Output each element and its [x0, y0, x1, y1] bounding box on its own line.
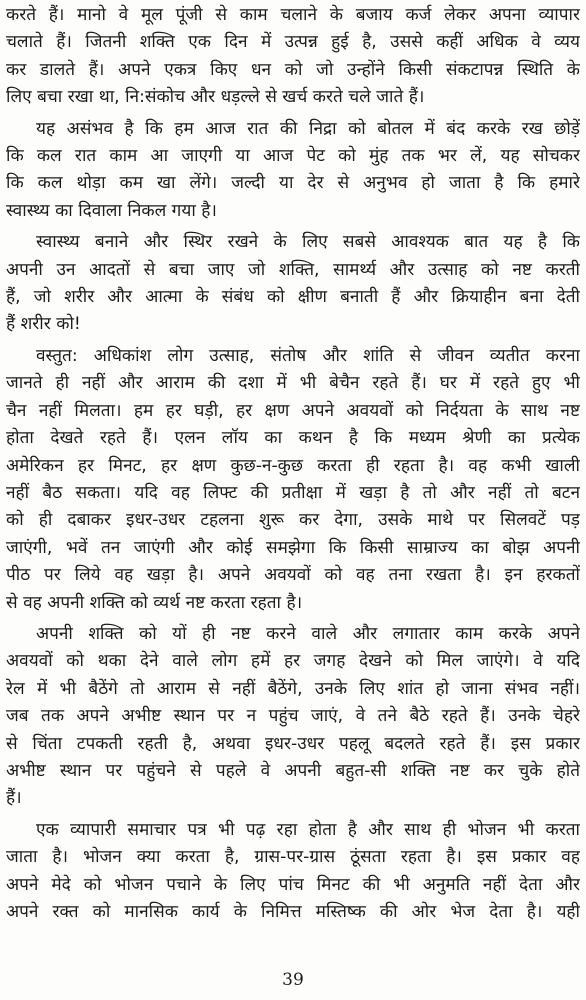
body-text [6, 2, 580, 930]
text-line: अपनी उन आदतों से बचा जाए जो शक्ति, सामर्थ्य और उत्साह को नष्ट करती [6, 259, 580, 280]
text-line: पीठ पर लिये वह खड़ा है। अपने अवयवों को वह तना रखता है। इन हरकतों [6, 565, 580, 586]
text-line: यह असंभव है कि हम आज रात की निद्रा को बोतल में बंद करके रख छोड़ें [36, 118, 580, 139]
text-line: अपने मेदे को भोजन पचाने के लिए पांच मिनट की भी अनुमति नहीं देता और [6, 874, 580, 895]
text-line: जाता है। भोजन क्या करता है, ग्रास-पर-ग्रास ठूंसता रहता है। इस प्रकार वह [6, 847, 580, 868]
paragraph [6, 116, 580, 226]
text-line: कि कल थोड़ा कम खा लेंगे। जल्दी या देर से अनुभव हो जाता है कि हमारे [6, 173, 580, 194]
text-line: हैं शरीर को! [6, 314, 81, 335]
text-line: से चिंता टपकती रहती है, अथवा इधर-उधर पहलू बदलते रहते हैं। इस प्रकार [6, 733, 580, 754]
text-line: चलाते हैं। जितनी शक्ति एक दिन में उत्पन्न हुई है, उससे कहीं अधिक वे व्यय [6, 32, 580, 53]
text-line: अमेरिकन हर मिनट, हर क्षण कुछ-न-कुछ करता ही रहता है। वह कभी खाली [6, 455, 580, 476]
text-line: अभीष्ट स्थान पर पहुंचने से पहले वे अपनी बहुत-सी शक्ति नष्ट कर चुके होते [6, 760, 580, 781]
paragraph [6, 817, 580, 927]
text-line: कर डालते हैं। अपने एकत्र किए धन को जो उन्होंने किसी संकटापन्न स्थिति के [6, 59, 580, 80]
text-line: होता देखते रहते हैं। एलन लॉय का कथन है कि मध्यम श्रेणी का प्रत्येक [6, 428, 580, 449]
text-line: जब तक अपने अभीष्ट स्थान पर न पहुंच जाएं, वे तने बैठे रहते हैं। उनके चेहरे [6, 706, 580, 727]
text-line: अपने रक्त को मानसिक कार्य के निमित्त मस्तिष्क की ओर भेज देता है। यही [6, 902, 580, 922]
text-line: हैं। [6, 788, 22, 809]
text-line: लिए बचा रखा था, नि:संकोच और धड़ल्ले से खर्च करते चले जाते हैं। [6, 87, 425, 108]
text-line: एक व्यापारी समाचार पत्र भी पढ़ रहा होता है और साथ ही भोजन भी करता [36, 819, 580, 840]
paragraph [6, 343, 580, 617]
text-line: कि कल रात काम आ जाएगी या आज पेट को मुंह तक भर लें, यह सोचकर [6, 146, 580, 167]
paragraph [6, 2, 580, 112]
text-line: हैं, जो शरीर और आत्मा के संबंध को क्षीण बनाती हैं और क्रियाहीन बना देती [6, 287, 580, 308]
paragraph [6, 229, 580, 339]
text-line: अपनी शक्ति को यों ही नष्ट करने वाले और लगातार काम करके अपने [36, 623, 580, 644]
text-line: रेल में भी बैठेंगे तो आराम से नहीं बैठेंगे, उनके लिए शांत हो जाना संभव नहीं। [6, 678, 580, 699]
text-line: जाएंगी, भवें तन जाएंगी और कोई समझेगा कि किसी साम्राज्य का बोझ अपनी [6, 537, 580, 558]
text-line: से वह अपनी शक्ति को व्यर्थ नष्ट करता रहता है। [6, 592, 303, 613]
text-line: को ही दबाकर इधर-उधर टहलना शुरू कर देगा, उसके माथे पर सिलवटें पड़ [6, 510, 580, 531]
text-line: स्वास्थ्य बनाने और स्थिर रखने के लिए सबसे आवश्यक बात यह है कि [36, 232, 580, 253]
text-line: जानते ही नहीं और आराम की दशा में भी बेचैन रहते हैं। घर में रहते हुए भी [6, 373, 580, 394]
text-line: चैन नहीं मिलता। हम हर घड़ी, हर क्षण अपने अवयवों को निर्दयता के साथ नष्ट [6, 400, 580, 421]
text-line: स्वास्थ्य का दिवाला निकल गया है। [6, 200, 217, 221]
text-line: करते हैं। मानो वे मूल पूंजी से काम चलाने के बजाय कर्ज लेकर अपना व्यापार [6, 5, 580, 25]
text-line: अवयवों को थका देने वाले लोग हमें हर जगह देखने को मिल जाएंगे। वे यदि [6, 651, 580, 672]
text-line: वस्तुत: अधिकांश लोग उत्साह, संतोष और शांति से जीवन व्यतीत करना [36, 345, 580, 366]
text-line: नहीं बैठ सकता। यदि वह लिफ्ट की प्रतीक्षा में खड़ा है तो और नहीं तो बटन [6, 482, 580, 503]
paragraph [6, 621, 580, 813]
page-number: 39 [282, 970, 304, 990]
